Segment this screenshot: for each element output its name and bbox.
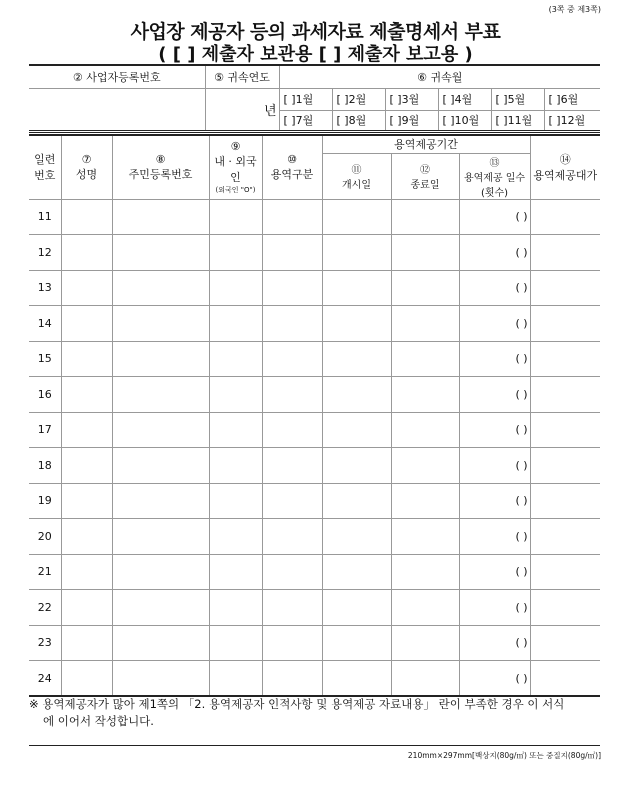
col-start-date: ⑪ 개시일: [322, 153, 391, 199]
input-cell[interactable]: [262, 306, 322, 342]
col-nationality: ⑨ 내 · 외국인 (외국인 "O"): [209, 135, 262, 199]
input-cell[interactable]: [112, 554, 209, 590]
input-cell[interactable]: [262, 448, 322, 484]
month-label: ⑥ 귀속월: [279, 65, 600, 88]
input-cell[interactable]: [391, 448, 459, 484]
input-cell[interactable]: [61, 235, 112, 271]
input-cell[interactable]: [209, 199, 262, 235]
input-cell[interactable]: [112, 377, 209, 413]
input-cell[interactable]: [112, 412, 209, 448]
table-row: [29, 377, 600, 413]
input-cell[interactable]: [209, 448, 262, 484]
input-cell[interactable]: [391, 554, 459, 590]
input-cell[interactable]: [209, 235, 262, 271]
month-checkbox[interactable]: [ ]4월: [438, 88, 491, 110]
input-cell[interactable]: [209, 554, 262, 590]
input-cell[interactable]: [61, 270, 112, 306]
input-cell[interactable]: [322, 199, 391, 235]
month-checkbox[interactable]: [ ]9월: [385, 110, 438, 131]
input-cell[interactable]: [262, 519, 322, 555]
table-row: [29, 625, 600, 661]
col-serial: 일련 번호: [29, 135, 61, 199]
days-cell[interactable]: ( ): [459, 483, 530, 519]
input-cell[interactable]: [209, 483, 262, 519]
input-cell[interactable]: [61, 483, 112, 519]
input-cell[interactable]: [209, 625, 262, 661]
input-cell[interactable]: [112, 306, 209, 342]
serial-number: 12: [29, 235, 61, 271]
input-cell[interactable]: [530, 483, 600, 519]
days-cell[interactable]: ( ): [459, 412, 530, 448]
col-end-date: ⑫ 종료일: [391, 153, 459, 199]
month-checkbox[interactable]: [ ]1월: [279, 88, 332, 110]
input-cell[interactable]: [322, 448, 391, 484]
input-cell[interactable]: [262, 625, 322, 661]
serial-number: 16: [29, 377, 61, 413]
header-info-table: [29, 64, 600, 133]
input-cell[interactable]: [209, 270, 262, 306]
table-row: [29, 412, 600, 448]
input-cell[interactable]: [209, 412, 262, 448]
table-row: [29, 235, 600, 271]
input-cell[interactable]: [61, 448, 112, 484]
input-cell[interactable]: [61, 590, 112, 626]
col-days: ⑬ 용역제공 일수(횟수): [459, 153, 530, 199]
input-cell[interactable]: [322, 483, 391, 519]
table-row: [29, 448, 600, 484]
footnote: ※ 용역제공자가 많아 제1쪽의 「2. 용역제공자 인적사항 및 용역제공 자료내용」 란이 부족한 경우 이 서식 에 이어서 작성합니다.: [29, 697, 565, 728]
input-cell[interactable]: [322, 377, 391, 413]
serial-number: 17: [29, 412, 61, 448]
serial-number: 18: [29, 448, 61, 484]
input-cell[interactable]: [391, 412, 459, 448]
input-cell[interactable]: [530, 590, 600, 626]
input-cell[interactable]: [112, 235, 209, 271]
input-cell[interactable]: [112, 519, 209, 555]
input-cell[interactable]: [322, 270, 391, 306]
col-period: 용역제공기간: [322, 135, 530, 153]
input-cell[interactable]: [61, 519, 112, 555]
input-cell[interactable]: [262, 554, 322, 590]
page-indicator: (3쪽 중 제3쪽): [548, 5, 601, 14]
input-cell[interactable]: [530, 554, 600, 590]
input-cell[interactable]: [322, 341, 391, 377]
form-title: 사업장 제공자 등의 과세자료 제출명세서 부표: [130, 21, 501, 43]
days-cell[interactable]: ( ): [459, 341, 530, 377]
input-cell[interactable]: [322, 590, 391, 626]
input-cell[interactable]: [61, 625, 112, 661]
serial-number: 20: [29, 519, 61, 555]
days-cell[interactable]: ( ): [459, 377, 530, 413]
serial-number: 11: [29, 199, 61, 235]
biz-no-field[interactable]: [29, 88, 205, 131]
service-provider-table: [29, 134, 600, 697]
input-cell[interactable]: [530, 412, 600, 448]
month-checkbox[interactable]: [ ]5월: [491, 88, 544, 110]
input-cell[interactable]: [209, 341, 262, 377]
input-cell[interactable]: [391, 235, 459, 271]
input-cell[interactable]: [322, 661, 391, 697]
serial-number: 23: [29, 625, 61, 661]
divider: [29, 745, 600, 746]
input-cell[interactable]: [209, 306, 262, 342]
days-cell[interactable]: ( ): [459, 199, 530, 235]
serial-number: 15: [29, 341, 61, 377]
serial-number: 13: [29, 270, 61, 306]
year-suffix: 년: [263, 103, 277, 119]
table-row: [29, 306, 600, 342]
table-row: [29, 519, 600, 555]
biz-no-label: ② 사업자등록번호: [29, 65, 205, 88]
input-cell[interactable]: [61, 554, 112, 590]
input-cell[interactable]: [61, 199, 112, 235]
month-checkbox[interactable]: [ ]11월: [491, 110, 544, 131]
input-cell[interactable]: [112, 448, 209, 484]
input-cell[interactable]: [112, 270, 209, 306]
days-cell[interactable]: ( ): [459, 235, 530, 271]
days-cell[interactable]: ( ): [459, 554, 530, 590]
table-row: [29, 341, 600, 377]
input-cell[interactable]: [391, 341, 459, 377]
serial-number: 14: [29, 306, 61, 342]
input-cell[interactable]: [209, 519, 262, 555]
input-cell[interactable]: [391, 377, 459, 413]
paper-size: 210mm×297mm[백상지(80g/㎡) 또는 중질지(80g/㎡)]: [407, 751, 601, 760]
input-cell[interactable]: [262, 270, 322, 306]
col-rrn: ⑧ 주민등록번호: [112, 135, 209, 199]
days-cell[interactable]: ( ): [459, 519, 530, 555]
serial-number: 22: [29, 590, 61, 626]
input-cell[interactable]: [530, 661, 600, 697]
days-cell[interactable]: ( ): [459, 448, 530, 484]
input-cell[interactable]: [209, 590, 262, 626]
input-cell[interactable]: [391, 661, 459, 697]
input-cell[interactable]: [61, 341, 112, 377]
input-cell[interactable]: [61, 412, 112, 448]
input-cell[interactable]: [209, 661, 262, 697]
month-checkbox[interactable]: [ ]8월: [332, 110, 385, 131]
input-cell[interactable]: [391, 199, 459, 235]
input-cell[interactable]: [322, 412, 391, 448]
input-cell[interactable]: [112, 341, 209, 377]
input-cell[interactable]: [322, 235, 391, 271]
month-checkbox[interactable]: [ ]10월: [438, 110, 491, 131]
year-label: ⑤ 귀속연도: [205, 65, 279, 88]
input-cell[interactable]: [391, 306, 459, 342]
input-cell[interactable]: [112, 199, 209, 235]
input-cell[interactable]: [112, 483, 209, 519]
input-cell[interactable]: [530, 341, 600, 377]
month-checkbox[interactable]: [ ]2월: [332, 88, 385, 110]
table-row: [29, 590, 600, 626]
days-cell[interactable]: ( ): [459, 306, 530, 342]
input-cell[interactable]: [530, 270, 600, 306]
table-row: [29, 661, 600, 697]
input-cell[interactable]: [322, 625, 391, 661]
input-cell[interactable]: [262, 235, 322, 271]
input-cell[interactable]: [530, 448, 600, 484]
col-name: ⑦ 성명: [61, 135, 112, 199]
input-cell[interactable]: [262, 661, 322, 697]
input-cell[interactable]: [112, 625, 209, 661]
input-cell[interactable]: [391, 483, 459, 519]
input-cell[interactable]: [209, 377, 262, 413]
input-cell[interactable]: [262, 377, 322, 413]
input-cell[interactable]: [262, 590, 322, 626]
days-cell[interactable]: ( ): [459, 270, 530, 306]
input-cell[interactable]: [61, 306, 112, 342]
input-cell[interactable]: [322, 519, 391, 555]
input-cell[interactable]: [112, 590, 209, 626]
input-cell[interactable]: [262, 412, 322, 448]
form-subtitle: ( [ ] 제출자 보관용 [ ] 제출자 보고용 ): [158, 44, 473, 65]
input-cell[interactable]: [391, 270, 459, 306]
col-service-type: ⑩ 용역구분: [262, 135, 322, 199]
input-cell[interactable]: [322, 306, 391, 342]
input-cell[interactable]: [322, 554, 391, 590]
table-row: [29, 199, 600, 235]
year-field[interactable]: [205, 88, 279, 131]
input-cell[interactable]: [530, 625, 600, 661]
days-cell[interactable]: ( ): [459, 661, 530, 697]
input-cell[interactable]: [391, 590, 459, 626]
input-cell[interactable]: [530, 377, 600, 413]
month-checkbox[interactable]: [ ]6월: [544, 88, 600, 110]
input-cell[interactable]: [262, 483, 322, 519]
serial-number: 21: [29, 554, 61, 590]
input-cell[interactable]: [391, 519, 459, 555]
month-checkbox[interactable]: [ ]3월: [385, 88, 438, 110]
input-cell[interactable]: [530, 235, 600, 271]
month-checkbox[interactable]: [ ]7월: [279, 110, 332, 131]
days-cell[interactable]: ( ): [459, 590, 530, 626]
input-cell[interactable]: [530, 199, 600, 235]
table-row: [29, 270, 600, 306]
days-cell[interactable]: ( ): [459, 625, 530, 661]
input-cell[interactable]: [61, 377, 112, 413]
input-cell[interactable]: [112, 661, 209, 697]
input-cell[interactable]: [262, 341, 322, 377]
table-row: [29, 554, 600, 590]
serial-number: 24: [29, 661, 61, 697]
month-checkbox[interactable]: [ ]12월: [544, 110, 600, 131]
table-row: [29, 483, 600, 519]
input-cell[interactable]: [530, 519, 600, 555]
input-cell[interactable]: [530, 306, 600, 342]
input-cell[interactable]: [61, 661, 112, 697]
serial-number: 19: [29, 483, 61, 519]
input-cell[interactable]: [262, 199, 322, 235]
input-cell[interactable]: [391, 625, 459, 661]
col-payment: ⑭ 용역제공대가: [530, 135, 600, 199]
